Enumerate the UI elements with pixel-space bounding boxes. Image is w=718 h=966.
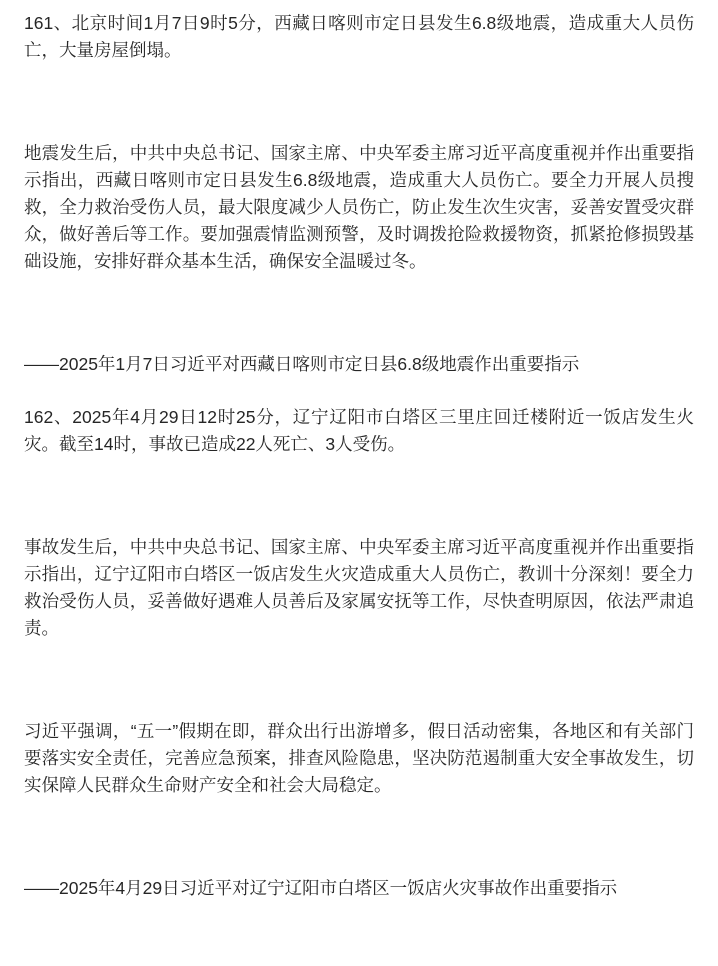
directive-161-body: 地震发生后，中共中央总书记、国家主席、中央军委主席习近平高度重视并作出重要指示指出，西藏日喀则市定日县发生6.8级地震，造成重大人员伤亡。要全力开展人员搜救，全力救治受伤人员，最大限度减少人员伤亡，防止发生次生灾害，妥善安置受灾群众，做好善后等工作。要加强震情监测预警，及时调拨抢险救援物资，抓紧抢修损毁基础设施，安排好群众基本生活，确保安全温暖过冬。 [24, 143, 694, 271]
news-item-161: 161、北京时间1月7日9时5分，西藏日喀则市定日县发生6.8级地震，造成重大人员伤亡，大量房屋倒塌。 [24, 13, 694, 60]
attribution-162: ——2025年4月29日习近平对辽宁辽阳市白塔区一饭店火灾事故作出重要指示 [24, 878, 618, 898]
directive-162-body: 事故发生后，中共中央总书记、国家主席、中央军委主席习近平高度重视并作出重要指示指出，辽宁辽阳市白塔区一饭店发生火灾造成重大人员伤亡，教训十分深刻！要全力救治受伤人员，妥善做好遇难人员善后及家属安抚等工作，尽快查明原因，依法严肃追责。 [24, 537, 694, 638]
news-item-162: 162、2025年4月29日12时25分，辽宁辽阳市白塔区三里庄回迁楼附近一饭店发生火灾。截至14时，事故已造成22人死亡、3人受伤。 [24, 407, 694, 454]
attribution-161: ——2025年1月7日习近平对西藏日喀则市定日县6.8级地震作出重要指示 [24, 354, 580, 374]
directive-162-emphasis: 习近平强调，“五一”假期在即，群众出行出游增多，假日活动密集，各地区和有关部门要落实安全责任，完善应急预案，排查风险隐患，坚决防范遏制重大安全事故发生，切实保障人民群众生命财产安全和社会大局稳定。 [24, 721, 694, 795]
